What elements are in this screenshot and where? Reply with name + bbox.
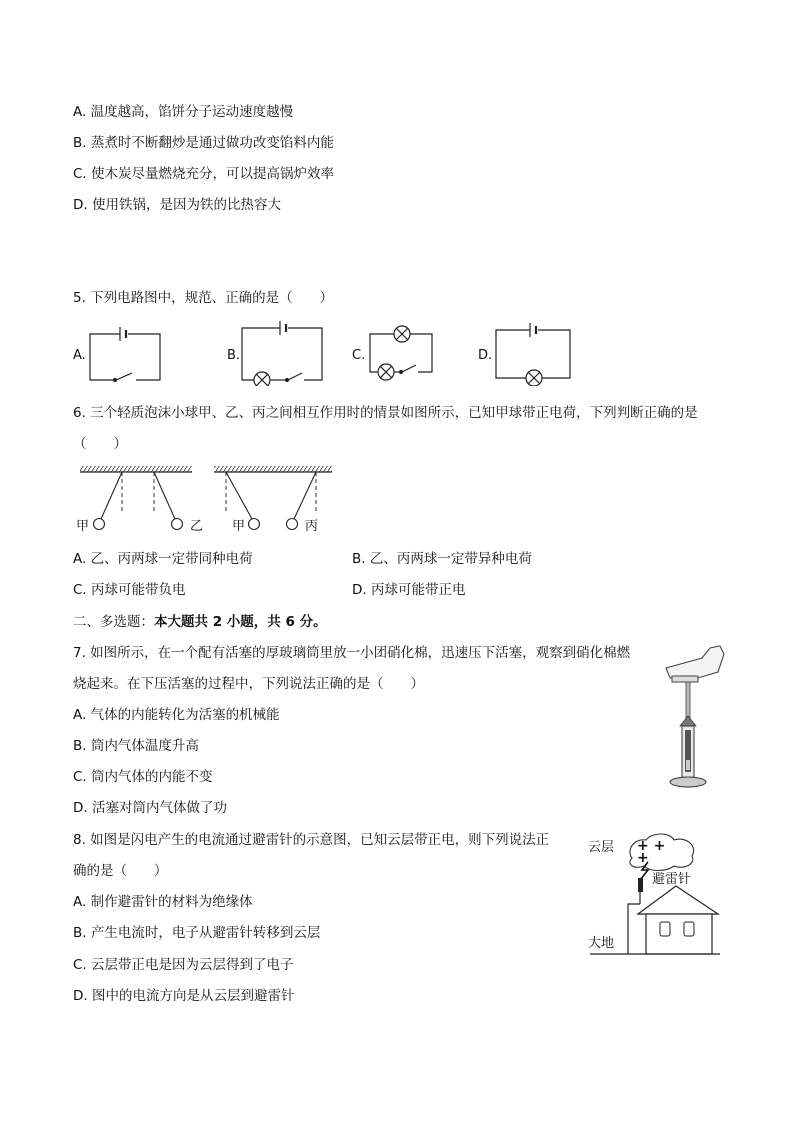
charged-balls-diagram [74, 462, 344, 540]
q6-fig-label-yi: 乙 [190, 519, 204, 534]
q8-stem-line2: 确的是（ ） [73, 863, 168, 879]
q6-stem-line2: （ ） [73, 436, 127, 452]
q7-stem-line1: 7. 如图所示，在一个配有活塞的厚玻璃筒里放一小团硝化棉，迅速压下活塞，观察到硝化棉燃 [73, 645, 631, 661]
q5-label-a: A. [73, 348, 86, 363]
q7-option-c: C. 筒内气体的内能不变 [73, 769, 213, 785]
section2-bold: 本大题共 2 小题，共 6 分。 [154, 614, 327, 630]
q8-fig-label-ground: 大地 [588, 936, 615, 951]
piston-cylinder-diagram [658, 642, 728, 792]
q6-option-b: B. 乙、丙两球一定带异种电荷 [352, 551, 532, 567]
circuit-b-diagram [238, 318, 328, 386]
q7-option-b: B. 筒内气体温度升高 [73, 738, 199, 754]
q6-option-c: C. 丙球可能带负电 [73, 582, 186, 598]
q5-stem: 5. 下列电路图中，规范、正确的是（ ） [73, 290, 334, 306]
section2-heading [73, 613, 327, 631]
q7-stem-line2: 烧起来。在下压活塞的过程中，下列说法正确的是（ ） [73, 676, 424, 692]
q4-option-c: C. 使木炭尽量燃烧充分，可以提高锅炉效率 [73, 166, 335, 182]
q8-option-d: D. 图中的电流方向是从云层到避雷针 [73, 988, 295, 1004]
q8-fig-label-cloud: 云层 [588, 840, 615, 855]
q8-fig-label-plus: + + + [637, 838, 666, 866]
q6-fig-label-jia-1: 甲 [76, 519, 90, 534]
q7-option-d: D. 活塞对筒内气体做了功 [73, 800, 227, 816]
circuit-d-diagram [492, 320, 576, 386]
q8-fig-label-rod: 避雷针 [652, 872, 692, 887]
q8-stem-line1: 8. 如图是闪电产生的电流通过避雷针的示意图，已知云层带正电，则下列说法正 [73, 832, 550, 848]
section2-prefix: 二、多选题： [73, 614, 154, 630]
q6-stem-line1: 6. 三个轻质泡沫小球甲、乙、丙之间相互作用时的情景如图所示，已知甲球带正电荷，下列判断正确的是 [73, 405, 698, 421]
q5-label-c: C. [352, 348, 366, 363]
q8-option-c: C. 云层带正电是因为云层得到了电子 [73, 957, 294, 973]
q8-option-b: B. 产生电流时，电子从避雷针转移到云层 [73, 925, 321, 941]
q6-option-d: D. 丙球可能带正电 [352, 582, 466, 598]
q7-option-a: A. 气体的内能转化为活塞的机械能 [73, 707, 280, 723]
circuit-a-diagram [86, 322, 166, 386]
q4-option-d: D. 使用铁锅，是因为铁的比热容大 [73, 197, 281, 213]
q4-option-b: B. 蒸煮时不断翻炒是通过做功改变馅料内能 [73, 135, 334, 151]
circuit-c-diagram [366, 322, 438, 386]
q4-option-a: A. 温度越高，馅饼分子运动速度越慢 [73, 104, 294, 120]
q6-option-a: A. 乙、丙两球一定带同种电荷 [73, 551, 253, 567]
q6-fig-label-jia-2: 甲 [232, 519, 246, 534]
q8-option-a: A. 制作避雷针的材料为绝缘体 [73, 894, 253, 910]
q5-label-b: B. [227, 348, 241, 363]
q6-fig-label-bing: 丙 [305, 519, 319, 534]
q5-label-d: D. [478, 348, 493, 363]
